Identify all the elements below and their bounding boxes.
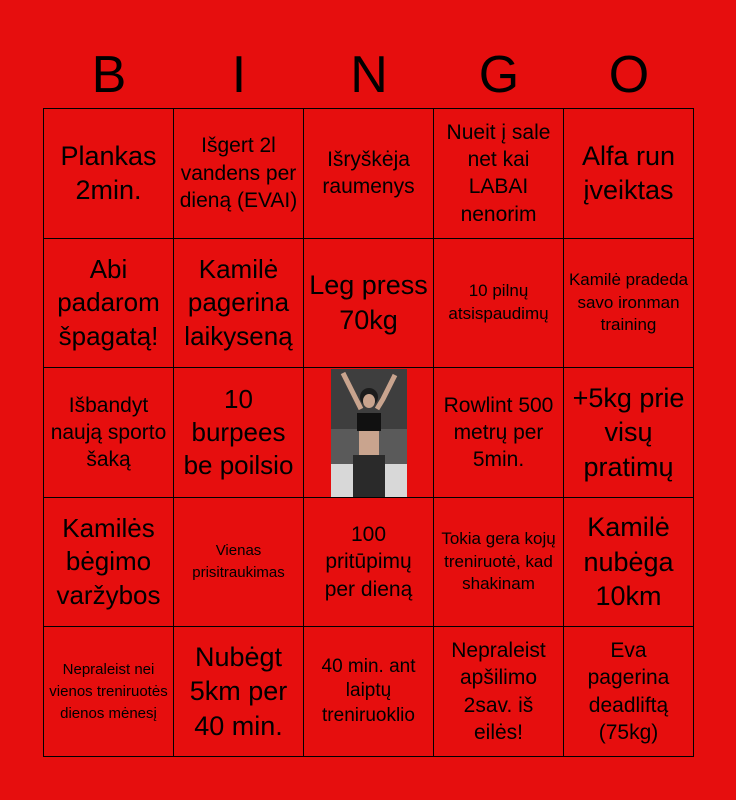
bingo-cell[interactable]	[434, 627, 564, 757]
bingo-cell[interactable]	[174, 109, 304, 239]
bingo-cell-text: Nepraleist apšilimo 2sav. iš eilės!	[451, 639, 546, 744]
bingo-cell[interactable]	[44, 239, 174, 369]
bingo-cell[interactable]	[564, 627, 694, 757]
bingo-cell-text: Kamilė pagerina laikyseną	[184, 253, 293, 351]
bingo-cell-text: 10 pilnų atsispaudimų	[448, 281, 549, 323]
bingo-cell[interactable]	[44, 368, 174, 498]
bingo-cell-text: Kamilės bėgimo varžybos	[56, 513, 161, 610]
bingo-cell-text: Nueit į sale net kai LABAI nenorim	[446, 120, 551, 226]
bingo-cell[interactable]	[44, 627, 174, 757]
bingo-cell[interactable]	[434, 368, 564, 498]
bingo-cell[interactable]	[304, 109, 434, 239]
bingo-cell-text: Alfa run įveiktas	[581, 140, 676, 206]
bingo-cell[interactable]	[174, 498, 304, 628]
bingo-cell[interactable]	[564, 498, 694, 628]
bingo-cell[interactable]	[434, 239, 564, 369]
bingo-cell-text: 40 min. ant laiptų treniruoklio	[321, 655, 416, 727]
bingo-cell-text: Kamilė pradeda savo ironman training	[568, 269, 689, 335]
bingo-cell[interactable]	[304, 239, 434, 369]
bingo-cell[interactable]	[564, 368, 694, 498]
bingo-cell-text: 100 pritūpimų per dieną	[324, 523, 413, 601]
title-letter-g: G	[478, 46, 520, 104]
bingo-cell[interactable]	[434, 109, 564, 239]
bingo-cell[interactable]	[44, 498, 174, 628]
bingo-cell[interactable]	[174, 368, 304, 498]
bingo-cell-text: Vienas prisitraukimas	[192, 542, 285, 582]
bingo-cell[interactable]	[44, 109, 174, 239]
title-letter-i: I	[231, 46, 247, 104]
bingo-cell-text: Nubėgt 5km per 40 min.	[189, 641, 288, 741]
bingo-cell-text: Nepraleist nei vienos treniruotės dienos mėnesį	[49, 661, 168, 722]
bingo-cell-text: Tokia gera kojų treniruotė, kad shakinam	[441, 528, 556, 594]
bingo-cell-text: 10 burpees be poilsio	[183, 383, 294, 481]
bingo-cell-text: Leg press 70kg	[309, 270, 428, 335]
bingo-cell[interactable]	[304, 627, 434, 757]
title-letter-n: N	[350, 46, 388, 104]
bingo-cell[interactable]	[564, 109, 694, 239]
bingo-grid	[43, 108, 694, 757]
bingo-cell[interactable]	[174, 239, 304, 369]
bingo-cell[interactable]	[304, 498, 434, 628]
center-photo	[331, 369, 407, 497]
title-letter-b: B	[91, 46, 127, 104]
bingo-cell-text: Rowlint 500 metrų per 5min.	[443, 393, 554, 472]
bingo-cell-text: +5kg prie visų pratimų	[572, 382, 685, 482]
bingo-title	[44, 40, 694, 110]
bingo-cell[interactable]	[564, 239, 694, 369]
bingo-cell-text: Išgert 2l vandens per dieną (EVAI)	[179, 134, 298, 212]
bingo-cell-text: Išryškėja raumenys	[322, 148, 415, 199]
bingo-cell-text: Eva pagerina deadliftą (75kg)	[587, 639, 670, 744]
bingo-cell[interactable]	[434, 498, 564, 628]
bingo-cell-text: Išbandyt naują sporto šaką	[50, 393, 167, 472]
title-letter-o: O	[608, 46, 650, 104]
bingo-cell[interactable]	[174, 627, 304, 757]
bingo-cell-text: Abi padarom špagatą!	[57, 253, 160, 351]
bingo-cell-text: Plankas 2min.	[60, 140, 157, 206]
bingo-cell-text: Kamilė nubėga 10km	[583, 512, 674, 612]
bingo-free-cell[interactable]	[304, 368, 434, 498]
